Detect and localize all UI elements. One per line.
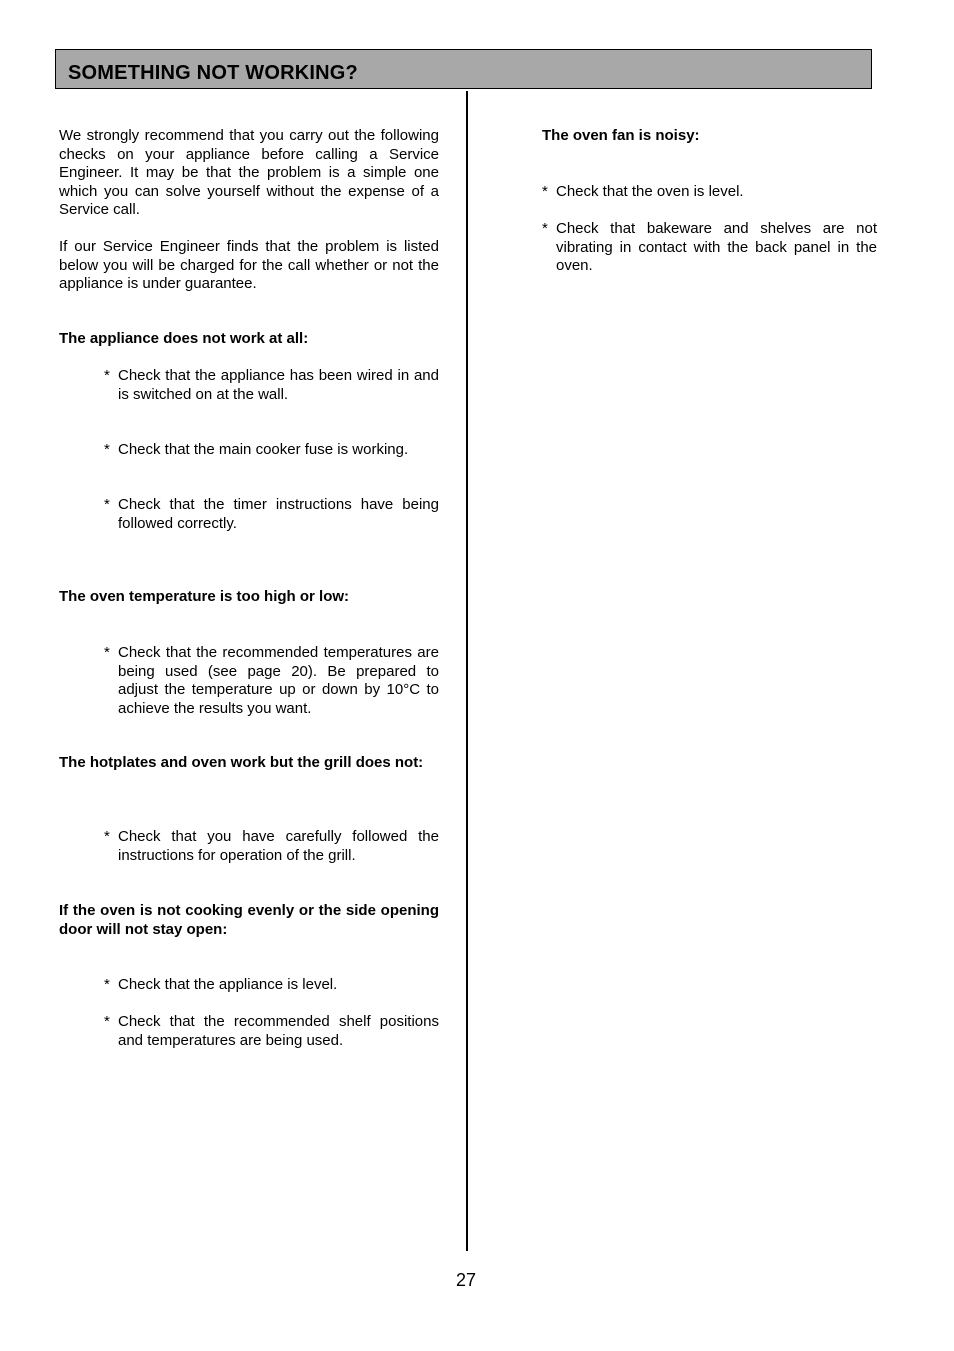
list-item (104, 976, 439, 995)
list-item (542, 183, 877, 202)
section-heading-no-work: The appliance does not work at all: (59, 330, 309, 347)
bullet-mark: * (104, 976, 110, 993)
list-item-text: Check that the main cooker fuse is working. (118, 441, 409, 458)
list-item (104, 644, 439, 718)
bullet-mark: * (104, 441, 110, 458)
list-item (104, 1013, 439, 1050)
column-divider (466, 91, 468, 1251)
intro-paragraph-2: If our Service Engineer finds that the problem is listed below you will be charged for the call whether or not the appliance is under guarantee. (59, 238, 439, 292)
list-item-text: Check that the appliance has been wired in and is switched on at the wall. (118, 367, 439, 403)
list-item-text: Check that the oven is level. (556, 183, 744, 200)
list-item-text: Check that the appliance is level. (118, 976, 338, 993)
list-item-text: Check that bakeware and shelves are not vibrating in contact with the back panel in the oven. (556, 220, 877, 274)
section-heading-fan-noisy: The oven fan is noisy: (542, 127, 700, 144)
bullet-mark: * (104, 1013, 110, 1030)
section-heading-temperature: The oven temperature is too high or low: (59, 588, 350, 605)
list-item-text: Check that you have carefully followed the instructions for operation of the grill. (118, 828, 439, 864)
bullet-mark: * (542, 183, 548, 200)
page-title: SOMETHING NOT WORKING? (68, 62, 358, 84)
list-item (104, 828, 439, 865)
page-number: 27 (456, 1270, 477, 1290)
section-heading-grill: The hotplates and oven work but the grill does not: (59, 754, 424, 771)
list-item-text: Check that the recommended shelf positions and temperatures are being used. (118, 1013, 439, 1049)
list-item (542, 220, 877, 276)
bullet-mark: * (104, 644, 110, 661)
list-item-text: Check that the timer instructions have being followed correctly. (118, 496, 439, 532)
list-item (104, 441, 439, 460)
page-header-bar (55, 49, 872, 89)
bullet-mark: * (104, 828, 110, 845)
section-heading-uneven-cooking: If the oven is not cooking evenly or the side opening door will not stay open: (59, 902, 439, 938)
list-item-text: Check that the recommended temperatures are being used (see page 20). Be prepared to adjust the temperature up or down by 10°C to achieve the results you want. (118, 644, 439, 717)
list-item (104, 367, 439, 404)
bullet-mark: * (542, 220, 548, 237)
list-item (104, 496, 439, 533)
intro-paragraph-1: We strongly recommend that you carry out the following checks on your appliance before calling a Service Engineer. It may be that the problem is a simple one which you can solve yourself without the expense of a Service call. (59, 127, 439, 218)
bullet-mark: * (104, 496, 110, 513)
bullet-mark: * (104, 367, 110, 384)
